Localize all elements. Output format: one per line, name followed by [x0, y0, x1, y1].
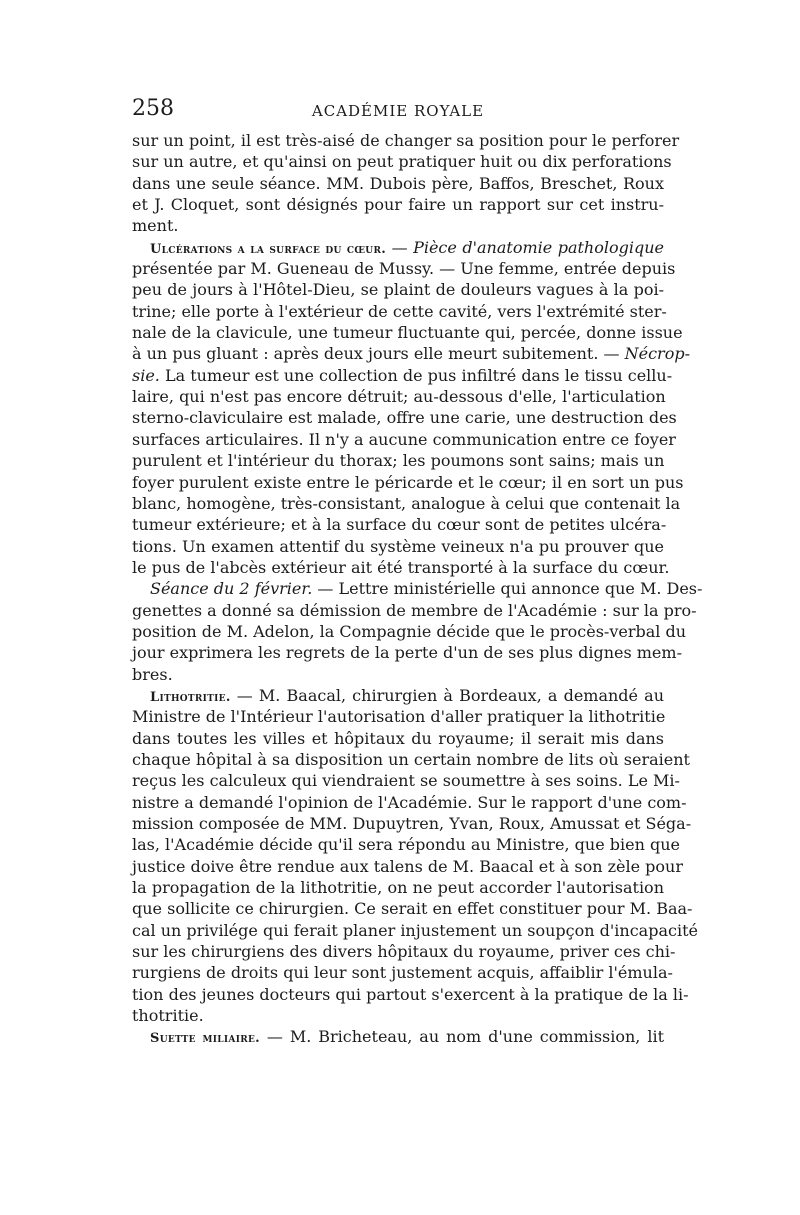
- text-line: sterno-claviculaire est malade, offre une carie, une destruction des: [132, 408, 677, 428]
- section-heading-suette: Suette miliaire.: [150, 1031, 260, 1047]
- text-line: jour exprimera les regrets de la perte d'un de ses plus dignes mem-: [132, 643, 682, 663]
- text-fragment: — M. Baacal, chirurgien à Bordeaux, a demandé au: [230, 685, 664, 705]
- section-heading-lithotritie: Lithotritie.: [150, 689, 231, 705]
- dash: —: [386, 237, 414, 257]
- body-text: [132, 130, 703, 1048]
- text-line: laire, qui n'est pas encore détruit; au-dessous d'elle, l'articulation: [132, 387, 666, 407]
- text-line: blanc, homogène, très-consistant, analogue à celui que contenait la: [132, 493, 681, 513]
- text-line: thotritie.: [132, 1006, 204, 1026]
- text-line: justice doive être rendue aux talens de M. Baacal et à son zèle pour: [132, 856, 683, 876]
- text-line: [132, 1026, 664, 1047]
- running-head: ACADÉMIE ROYALE: [311, 102, 485, 120]
- text-line: tions. Un examen attentif du système veineux n'a pu prouver que: [132, 536, 664, 556]
- text-line: Ministre de l'Intérieur l'autorisation d'aller pratiquer la lithotritie: [132, 707, 666, 727]
- text-line: [132, 578, 703, 599]
- italic-phrase: Nécrop-: [624, 344, 690, 364]
- text-line: peu de jours à l'Hôtel-Dieu, se plaint de douleurs vagues à la poi-: [132, 280, 664, 300]
- text-line: le pus de l'abcès extérieur ait été transporté à la surface du cœur.: [132, 557, 670, 577]
- text-line: trine; elle porte à l'extérieur de cette cavité, vers l'extrémité ster-: [132, 301, 667, 321]
- text-line: sur un autre, et qu'ainsi on peut pratiquer huit ou dix perforations: [132, 152, 672, 172]
- text-fragment: La tumeur est une collection de pus infiltré dans le tissu cellu-: [159, 365, 673, 385]
- text-line: mission composée de MM. Dupuytren, Yvan, Roux, Amussat et Séga-: [132, 814, 692, 833]
- text-line: [132, 365, 673, 386]
- text-line: sur un point, il est très-aisé de changer sa position pour le perforer: [132, 131, 680, 150]
- text-line: la propagation de la lithotritie, on ne peut accorder l'autorisation: [132, 878, 664, 898]
- text-line: sur les chirurgiens des divers hôpitaux du royaume, priver ces chi-: [132, 942, 676, 962]
- text-fragment: — Lettre ministérielle qui annonce que M. Des-: [312, 579, 703, 599]
- text-line: nistre a demandé l'opinion de l'Académie. Sur le rapport d'une com-: [132, 792, 687, 812]
- page-number: 258: [132, 96, 174, 121]
- text-line: nale de la clavicule, une tumeur fluctuante qui, percée, donne issue: [132, 323, 683, 343]
- text-line: ment.: [132, 216, 179, 236]
- text-line: purulent et l'intérieur du thorax; les poumons sont sains; mais un: [132, 451, 665, 471]
- text-line: présentée par M. Gueneau de Mussy. — Une femme, entrée depuis: [132, 259, 676, 279]
- italic-phrase: Pièce d'anatomie pathologique: [413, 237, 664, 257]
- text-fragment: — M. Bricheteau, au nom d'une commission, lit: [259, 1027, 664, 1047]
- seance-date: Séance du 2 février.: [150, 579, 313, 599]
- text-line: rurgiens de droits qui leur sont justement acquis, affaiblir l'émula-: [132, 963, 673, 983]
- text-line: reçus les calculeux qui viendraient se soumettre à ses soins. Le Mi-: [132, 771, 680, 791]
- text-line: [132, 343, 690, 364]
- text-line: et J. Cloquet, sont désignés pour faire un rapport sur cet instru-: [132, 195, 664, 215]
- text-line: chaque hôpital à sa disposition un certain nombre de lits où seraient: [132, 749, 690, 769]
- text-line: tion des jeunes docteurs qui partout s'exercent à la pratique de la li-: [132, 984, 689, 1004]
- text-line: bres.: [132, 664, 173, 684]
- text-line: las, l'Académie décide qu'il sera répondu au Ministre, que bien que: [132, 835, 681, 855]
- section-heading-ulcerations: Ulcérations a la surface du cœur.: [150, 241, 387, 257]
- text-line: [132, 685, 664, 706]
- text-line: dans une seule séance. MM. Dubois père, Baffos, Breschet, Roux: [132, 173, 664, 193]
- text-line: foyer purulent existe entre le péricarde et le cœur; il en sort un pus: [132, 472, 684, 492]
- text-line: cal un privilége qui ferait planer injustement un soupçon d'incapacité: [132, 920, 698, 940]
- text-line: dans toutes les villes et hôpitaux du royaume; il serait mis dans: [132, 728, 664, 748]
- text-line: [132, 237, 664, 258]
- text-line: tumeur extérieure; et à la surface du cœur sont de petites ulcéra-: [132, 515, 667, 535]
- text-fragment: à un pus gluant : après deux jours elle meurt subitement. —: [132, 344, 625, 364]
- italic-phrase: sie.: [132, 365, 160, 385]
- page-header: [132, 96, 664, 126]
- text-line: position de M. Adelon, la Compagnie décide que le procès-verbal du: [132, 621, 687, 641]
- text-line: surfaces articulaires. Il n'y a aucune communication entre ce foyer: [132, 429, 676, 449]
- text-line: que sollicite ce chirurgien. Ce serait en effet constituer pour M. Baa-: [132, 899, 693, 919]
- text-line: genettes a donné sa démission de membre de l'Académie : sur la pro-: [132, 600, 697, 620]
